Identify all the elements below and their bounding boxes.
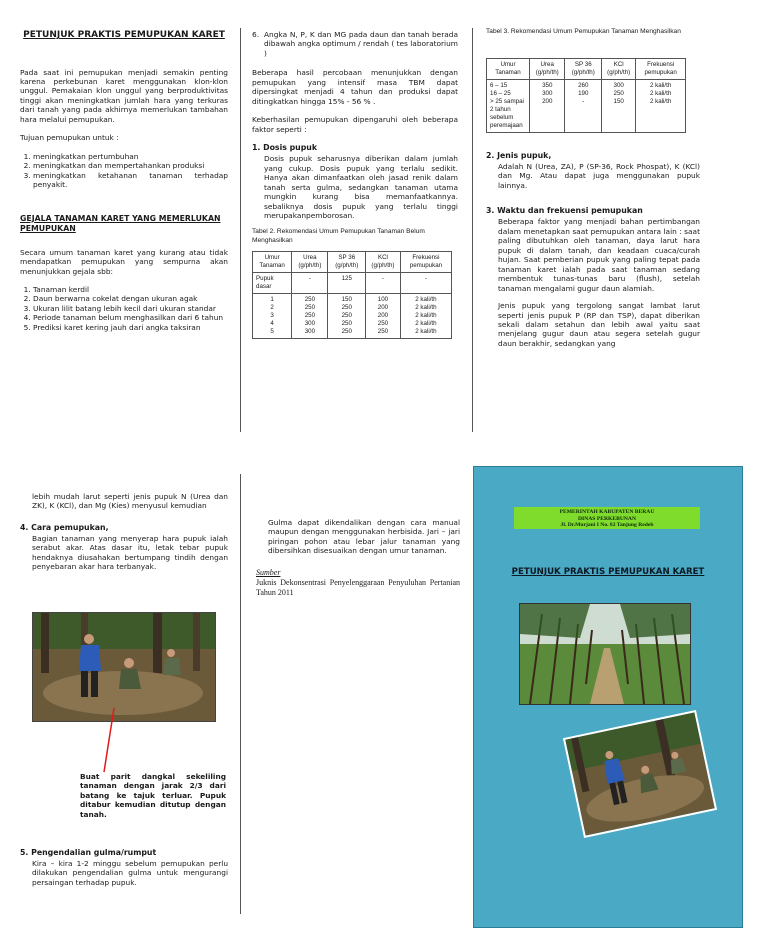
table-cell: Pupuk dasar	[253, 273, 292, 294]
column-5	[256, 518, 460, 599]
symptoms-intro: Secara umum tanaman karet yang kurang atau tidak mendapatkan pemupukan yang sempurna akan menunjukkan gejala sbb:	[20, 247, 228, 276]
list-item: 5. Prediksi karet kering jauh dari angka taksiran	[33, 323, 228, 332]
table-cell: 1 2 3 4 5	[253, 294, 292, 339]
symptoms-list	[20, 285, 228, 332]
column-1	[20, 30, 228, 332]
table-cell: 2 kali/th 2 kali/th 2 kali/th 2 kali/th 2 kali/th	[400, 294, 451, 339]
table-header: KCl (g/ph/th)	[602, 59, 636, 80]
list-item: 3. meningkatkan ketahanan tanaman terhadap penyakit.	[33, 171, 228, 190]
goals-intro: Tujuan pemupukan untuk :	[20, 133, 119, 143]
table-header-row	[253, 252, 452, 273]
column-4-bottom	[20, 848, 228, 887]
table-cell: 125	[328, 273, 366, 294]
table-caption: Tabel 3. Rekomendasi Umum Pemupukan Tanaman Menghasilkan	[486, 28, 681, 35]
list-item: 2. Daun berwarna cokelat dengan ukuran agak	[33, 294, 228, 303]
source-label: Sumber	[256, 567, 281, 577]
table-2	[252, 251, 452, 338]
item-number: 6.	[252, 30, 260, 39]
item-6	[252, 30, 458, 58]
table-header: Urea (g/ph/th)	[292, 252, 328, 273]
section-body: Bagian tanaman yang menyerap hara pupuk ialah serabut akar. Atas dasar itu, letak tebar pupuk hendaknya diusahakan bertumpang tindih dengan penyebaran akar hara terbanyak.	[32, 533, 228, 572]
section-body: Dosis pupuk seharusnya diberikan dalam jumlah yang cukup. Dosis pupuk yang terlalu sedikit. Hanya akan dimanfaatkan oleh jasad renik dalam tanah serta gulma, sedangkan tanaman utama mungkin kurang bisa memanfaatkannya. sebaliknya dosis pupuk yang terlalu tinggi merupakanpemborosan.	[264, 154, 458, 220]
list-item: 2. meningkatkan dan mempertahankan produksi	[33, 161, 228, 170]
cover-fertilizing-photo	[563, 710, 717, 838]
table-cell: 2 kali/th 2 kali/th 2 kali/th	[636, 80, 686, 133]
source-text: Juknis Dekonsentrasi Penyelenggaraan Penyuluhan Pertanian Tahun 2011	[256, 578, 460, 598]
photo-note	[80, 772, 226, 819]
table-cell: 350 300 200	[530, 80, 565, 133]
section-body: Jenis pupuk yang tergolong sangat lambat larut seperti jenis pupuk P (RP dan TSP), dapat diberikan sekali dalam setahun dan lebih awal yaitu saat menjelang gugur daun atau segera setelah gugur daun berakhir, sedangkan yang	[498, 301, 700, 348]
table-header: KCl (g/ph/th)	[366, 252, 401, 273]
table-cell: -	[366, 273, 401, 294]
pointer-line	[90, 706, 120, 776]
section-body: Beberapa faktor yang menjadi bahan pertimbangan dalam menetapkan saat pemupukan antara lain : saat paling dibutuhkan oleh tanaman, daya larut hara pupuk di dalam tanah, dan keadaan cuaca/curah hujan. Saat pemberian pupuk yang paling tepat pada tanaman karet ialah pada saat tanaman sedang membentuk tunas-tunas baru (flush), setelah tanaman mengalami gugur daun alamiah.	[498, 217, 700, 293]
table-cell: 6 – 15 16 – 25 > 25 sampai 2 tahun sebelum peremajaan	[487, 80, 530, 133]
table-cell: 300 250 150	[602, 80, 636, 133]
table-3	[486, 58, 686, 133]
section-heading: GEJALA TANAMAN KARET YANG MEMERLUKAN PEMUPUKAN	[20, 213, 221, 233]
cover-panel	[473, 466, 743, 928]
table-header: Urea (g/ph/th)	[530, 59, 565, 80]
agency-name: DINAS PERKEBUNAN	[578, 515, 636, 522]
table-header: Frekuensi pemupukan	[400, 252, 451, 273]
plantation-photo	[519, 603, 691, 705]
table-row	[487, 80, 686, 133]
table-header-row	[487, 59, 686, 80]
table-cell: -	[400, 273, 451, 294]
section-body: Kira – kira 1-2 minggu sebelum pemupukan perlu dilakukan pengendalian gulma untuk mengurangi persaingan terhadap pupuk.	[32, 858, 228, 887]
list-item: 3. Ukuran lilit batang lebih kecil dari ukuran standar	[33, 304, 228, 313]
table-header: SP 36 (g/ph/th)	[565, 59, 602, 80]
column-4	[20, 492, 228, 580]
table-cell: 260 190 -	[565, 80, 602, 133]
paragraph: Keberhasilan pemupukan dipengaruhi oleh beberapa faktor seperti :	[252, 115, 458, 134]
table-cell: -	[292, 273, 328, 294]
page-title: PETUNJUK PRAKTIS PEMUPUKAN KARET	[23, 30, 225, 40]
table-cell: 250 250 250 300 300	[292, 294, 328, 339]
fertilizing-photo	[32, 612, 216, 722]
section-title: 5. Pengendalian gulma/rumput	[20, 848, 157, 857]
paragraph: Beberapa hasil percobaan menunjukkan dengan pemupukan yang intensif masa TBM dapat dipersingkat menjadi 4 tahun dan produksi dapat ditingkatkan hingga 15% - 56 % .	[252, 68, 458, 106]
continued-text: lebih mudah larut seperti jenis pupuk N (Urea dan ZK), K (KCl), dan Mg (Kies) menyusul kemudian	[32, 492, 228, 511]
table-row	[253, 294, 452, 339]
table-header: SP 36 (g/ph/th)	[328, 252, 366, 273]
item-text: Angka N, P, K dan MG pada daun dan tanah berada dibawah angka optimum / rendah ( tes laboratorium )	[264, 30, 458, 58]
table-row	[253, 273, 452, 294]
section-title: 3. Waktu dan frekuensi pemupukan	[486, 206, 643, 216]
table-caption: Tabel 2. Rekomendasi Umum Pemupukan Tanaman Belum Menghasilkan	[252, 228, 425, 244]
column-divider	[472, 28, 473, 432]
list-item: 1. meningkatkan pertumbuhan	[33, 152, 228, 161]
table-header: Frekuensi pemupukan	[636, 59, 686, 80]
goals-list	[20, 152, 228, 190]
agency-banner	[514, 507, 700, 529]
table-cell: 150 250 250 250 250	[328, 294, 366, 339]
section-title: 2. Jenis pupuk,	[486, 150, 552, 160]
section-title: 4. Cara pemupukan,	[20, 522, 109, 532]
section-body: Adalah N (Urea, ZA), P (SP-36, Rock Phospat), K (KCl) dan Mg. Atau dapat juga menggunakan pupuk lainnya.	[498, 161, 700, 190]
list-item: 4. Periode tanaman belum menghasilkan dari 6 tahun	[33, 313, 228, 322]
column-2	[252, 30, 458, 339]
cover-title: PETUNJUK PRAKTIS PEMUPUKAN KARET	[511, 567, 705, 577]
list-item: 1. Tanaman kerdil	[33, 285, 228, 294]
table-header: Umur Tanaman	[253, 252, 292, 273]
paragraph: Gulma dapat dikendalikan dengan cara manual maupun dengan menggunakan herbisida. Jari – jari piringan pohon atau lebar jalur tanaman yang dibersihkan disesuaikan dengan umur tanaman.	[268, 518, 460, 556]
photo-note-text: Buat parit dangkal sekeliling tanaman dengan jarak 2/3 dari batang ke tajuk terluar. Pupuk ditabur kemudian ditutup dengan tanah.	[80, 772, 226, 819]
intro-paragraph: Pada saat ini pemupukan menjadi semakin penting karena perkebunan karet menggunakan klon-klon unggul. Pemakaian klon unggul yang berproduktivitas tinggi akan meningkatkan jumlah hara yang terkuras dari tanah yang pada akhirnya memerlukan tambahan hara melalui pemupukan.	[20, 67, 228, 124]
table-header: Umur Tanaman	[487, 59, 530, 80]
table-cell: 100 200 200 250 250	[366, 294, 401, 339]
section-title: 1. Dosis pupuk	[252, 143, 318, 153]
column-divider	[240, 28, 241, 432]
column-3	[486, 28, 700, 348]
column-divider	[240, 474, 241, 914]
gov-name: PEMERINTAH KABUPATEN BERAU	[559, 509, 655, 515]
agency-address: Jl. Dr.Murjani I No. 82 Tanjung Redeb	[560, 522, 654, 529]
